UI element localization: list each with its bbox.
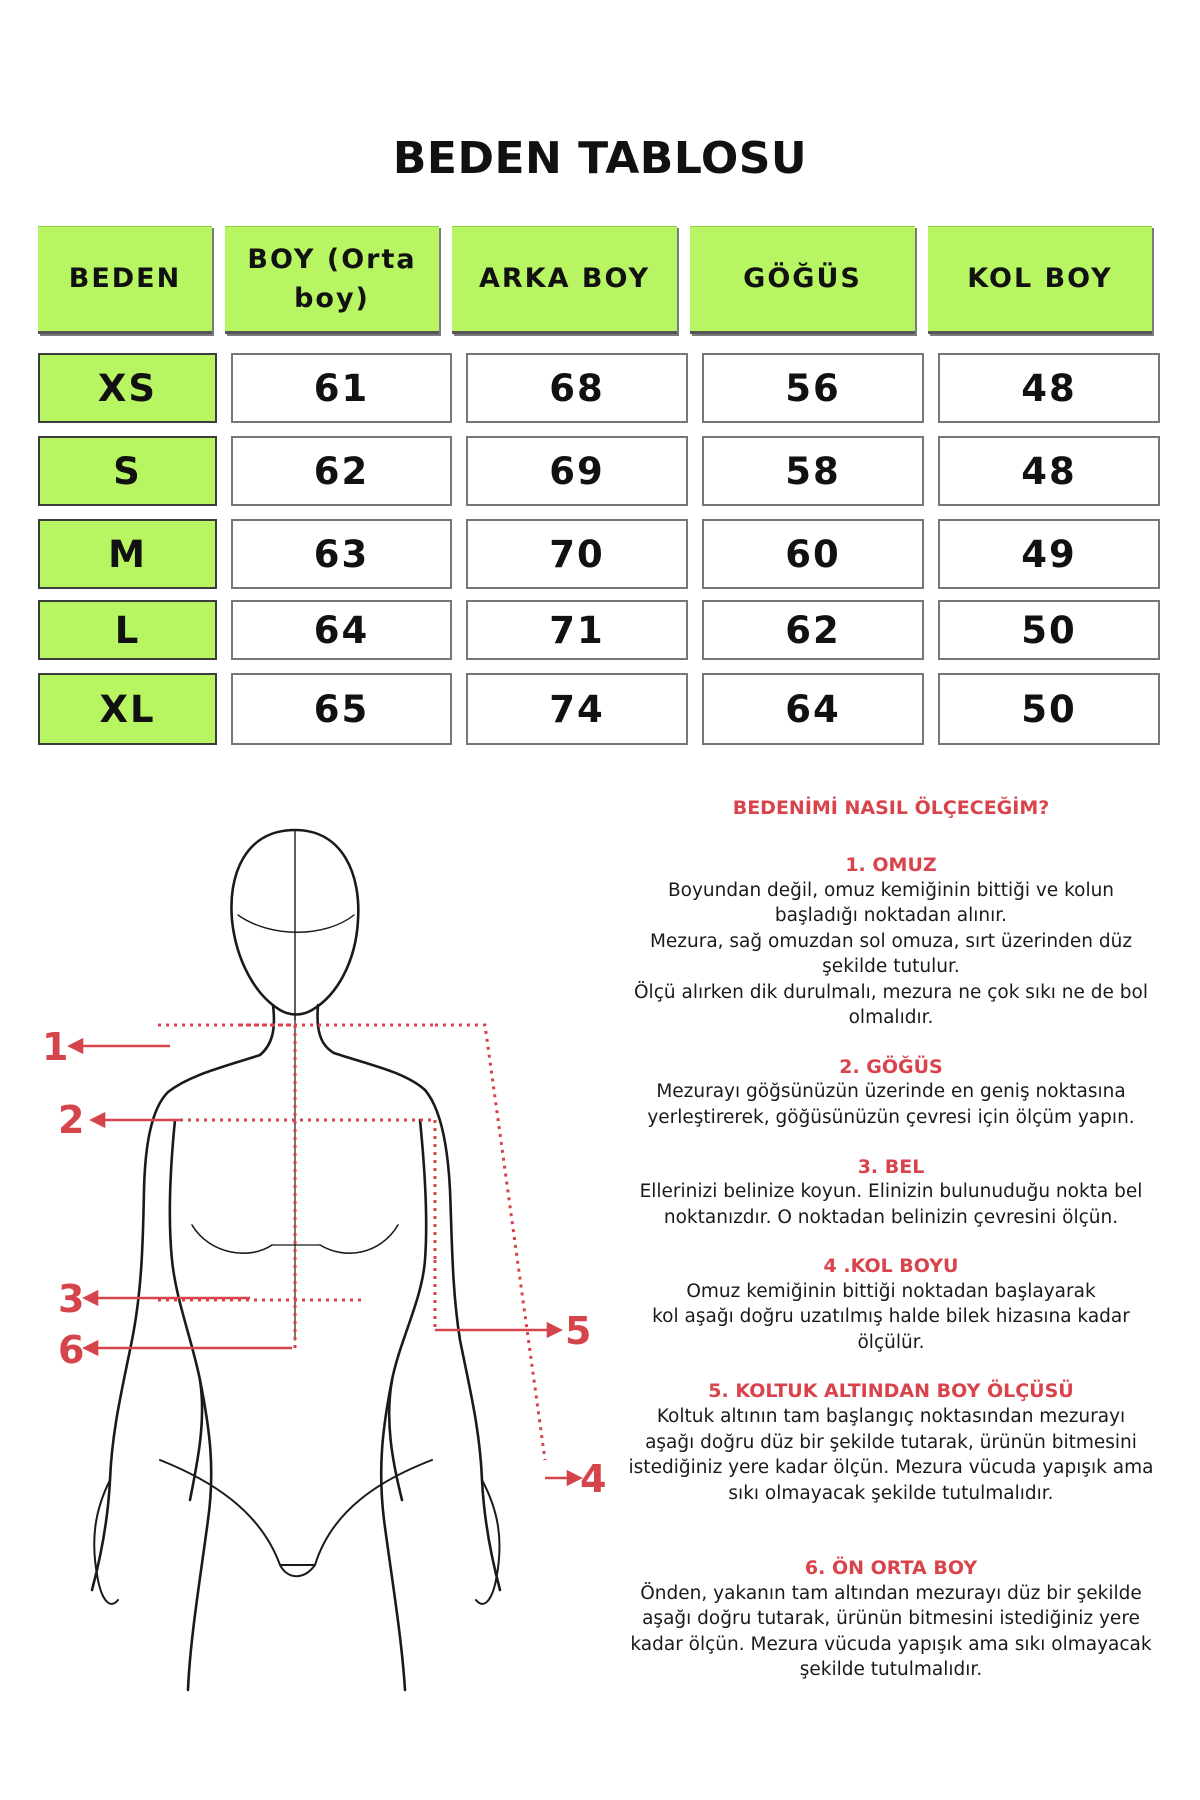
guide-section [606,1055,1176,1131]
marker-4-label: 4 [580,1457,607,1501]
value-cell: 49 [938,519,1160,589]
guide-section-line: Ölçü alırken dik durulmalı, mezura ne çok sıkı ne de bol [634,981,1148,1003]
value-cell: 74 [466,673,688,745]
guide-section-line: aşağı doğru düz bir şekilde tutarak, ürünün bitmesini [645,1431,1137,1453]
marker-5-label: 5 [565,1309,592,1353]
guide-section-line: Omuz kemiğinin bittiği noktadan başlayarak [686,1280,1096,1302]
measurement-guide [606,797,1176,1707]
guide-section [606,1556,1176,1683]
guide-section [606,1254,1176,1355]
guide-section-line: Koltuk altının tam başlangıç noktasından mezurayı [656,1406,1126,1428]
value-cell: 70 [466,519,688,589]
guide-section-line: aşağı doğru tutarak, ürünün bitmesini istediğiniz yere [642,1608,1140,1630]
guide-section-line: kol aşağı doğru uzatılmış halde bilek hizasına kadar [652,1306,1130,1328]
value-cell: 64 [231,600,452,660]
value-cell: 58 [702,436,924,506]
value-cell: 48 [938,353,1160,423]
header-back-length: ARKA BOY [452,226,677,334]
marker-3-label: 3 [58,1277,85,1321]
header-length: BOY (Orta boy) [225,226,439,334]
guide-question: BEDENİMİ NASIL ÖLÇECEĞİM? [732,797,1050,819]
value-cell: 50 [938,673,1160,745]
guide-section-line: istediğiniz yere kadar ölçün. Mezura vücuda yapışık ama [628,1457,1154,1479]
guide-section-line: Mezurayı göğsünüzün üzerinde en geniş noktasına [656,1081,1126,1103]
marker-1-label: 1 [42,1025,69,1069]
header-sleeve: KOL BOY [928,226,1152,334]
value-cell: 60 [702,519,924,589]
guide-section-line: şekilde tutulmalıdır. [799,1659,983,1681]
header-size: BEDEN [38,226,212,334]
guide-section-line: Önden, yakanın tam altından mezurayı düz bir şekilde [640,1582,1142,1604]
guide-section-title: 2. GÖĞÜS [839,1055,943,1078]
guide-section-line: olmalıdır. [848,1007,934,1029]
size-cell: L [38,600,217,660]
guide-section-line: ölçülür. [857,1331,925,1353]
guide-section-line: yerleştirerek, göğüsünüzün çevresi için ölçüm yapın. [647,1106,1135,1128]
page-title: BEDEN TABLOSU [392,133,808,184]
value-cell: 50 [938,600,1160,660]
value-cell: 71 [466,600,688,660]
guide-section-line: sıkı olmayacak şekilde tutulmalıdır. [728,1482,1054,1504]
guide-section-line: noktanızdır. O noktadan belinizin çevresini ölçün. [663,1206,1119,1228]
guide-section [606,1155,1176,1231]
size-cell: M [38,519,217,589]
value-cell: 62 [231,436,452,506]
value-cell: 62 [702,600,924,660]
guide-section-line: Mezura, sağ omuzdan sol omuza, sırt üzerinden düz [649,930,1133,952]
guide-section-line: kadar ölçün. Mezura vücuda yapışık ama sıkı olmayacak [630,1633,1152,1655]
guide-section-line: başladığı noktadan alınır. [774,905,1008,927]
size-cell: S [38,436,217,506]
marker-2-label: 2 [58,1098,85,1142]
size-cell: XS [38,353,217,423]
guide-section-title: 4 .KOL BOYU [823,1255,959,1278]
guide-sections [606,853,1176,1683]
guide-section [606,853,1176,1031]
guide-section-title: 3. BEL [857,1155,925,1178]
value-cell: 65 [231,673,452,745]
body-measurement-figure [40,820,620,1700]
guide-section-line: Boyundan değil, omuz kemiğinin bittiği ve kolun [667,879,1115,901]
value-cell: 48 [938,436,1160,506]
size-cell: XL [38,673,217,745]
guide-section [606,1379,1176,1506]
value-cell: 61 [231,353,452,423]
guide-section-title: 1. OMUZ [845,854,937,876]
marker-6-label: 6 [58,1328,85,1372]
header-chest: GÖĞÜS [690,226,915,334]
value-cell: 69 [466,436,688,506]
value-cell: 63 [231,519,452,589]
guide-section-title: 5. KOLTUK ALTINDAN BOY ÖLÇÜSÜ [708,1380,1074,1403]
value-cell: 64 [702,673,924,745]
value-cell: 68 [466,353,688,423]
guide-section-title: 6. ÖN ORTA BOY [804,1557,978,1580]
guide-section-line: Ellerinizi belinize koyun. Elinizin bulunuduğu nokta bel [639,1181,1143,1203]
guide-section-line: şekilde tutulur. [822,956,960,978]
value-cell: 56 [702,353,924,423]
